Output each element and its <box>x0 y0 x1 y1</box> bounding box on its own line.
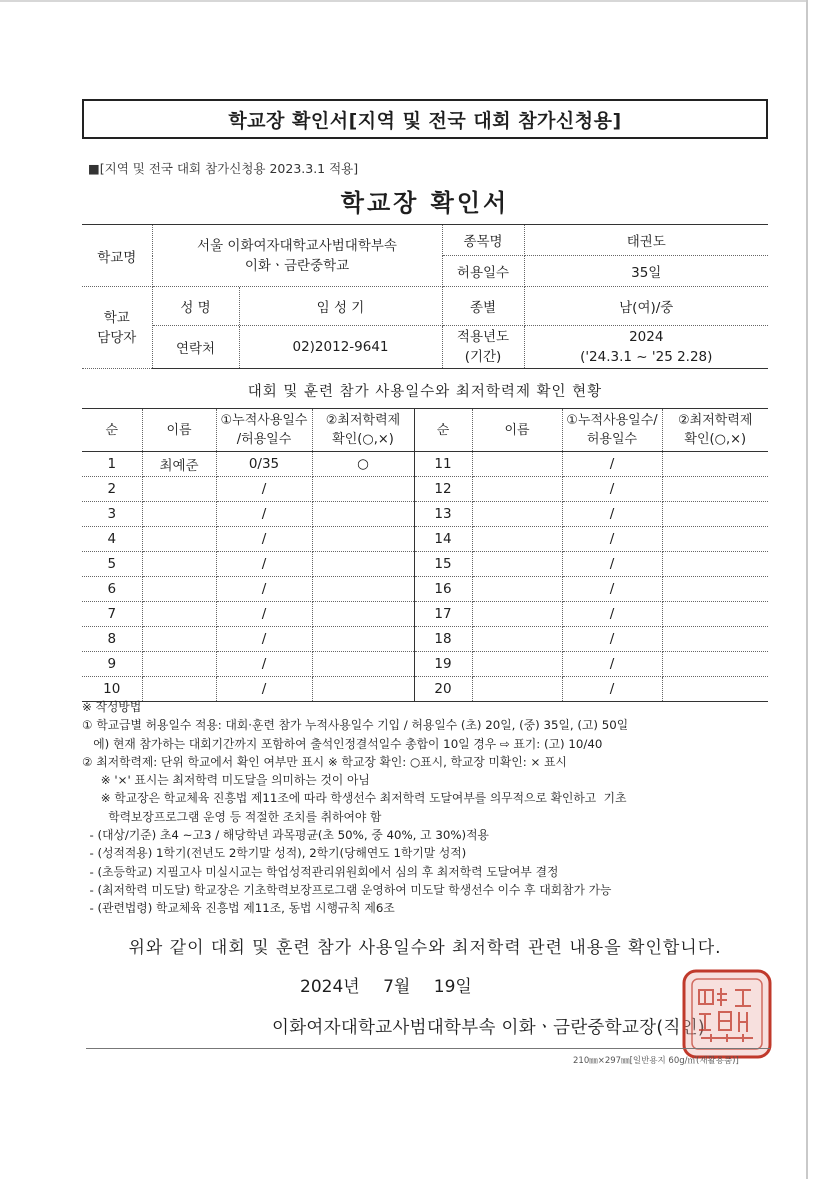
table-row <box>82 477 768 502</box>
manager-label-line2: 담당자 <box>97 329 137 346</box>
row-no: 8 <box>82 627 142 652</box>
year-value <box>524 326 768 369</box>
row-days: / <box>216 677 312 702</box>
notes-heading: ※ 작성방법 <box>82 700 142 714</box>
row-days: / <box>562 527 662 552</box>
row-days: / <box>216 627 312 652</box>
table-row <box>82 527 768 552</box>
row-name <box>472 602 562 627</box>
note-line: 학력보장프로그램 운영 등 적절한 조치를 취하여야 함 <box>82 809 382 824</box>
row-no: 14 <box>414 527 472 552</box>
row-check: ○ <box>312 452 414 477</box>
row-name <box>472 527 562 552</box>
row-name <box>472 452 562 477</box>
note-line: - (초등학교) 지필고사 미실시교는 학업성적관리위원회에서 심의 후 최저학력 도달여부 결정 <box>82 864 559 879</box>
event-value: 태권도 <box>524 225 768 256</box>
row-days: / <box>562 652 662 677</box>
table-row <box>82 602 768 627</box>
confirmation-date <box>300 972 490 997</box>
event-label: 종목명 <box>442 225 524 256</box>
row-no: 5 <box>82 552 142 577</box>
note-line: ① 학교급별 허용일수 적용: 대회·훈련 참가 누적사용일수 기입 / 허용일수 (초) 20일, (중) 35일, (고) 50일 <box>82 718 629 733</box>
paper-spec: 210㎜×297㎜[일반용지 60g/㎡(재활용품)] <box>573 1056 739 1066</box>
table-row <box>82 452 768 477</box>
row-no: 19 <box>414 652 472 677</box>
row-check <box>662 627 768 652</box>
col-days-line2: /허용일수 <box>236 432 292 447</box>
school-name-value <box>152 225 442 287</box>
row-check <box>312 602 414 627</box>
row-name <box>142 477 216 502</box>
col-min <box>312 409 414 452</box>
page-edge-right <box>806 0 808 1179</box>
allowed-days-value: 35일 <box>524 256 768 287</box>
row-name <box>142 652 216 677</box>
row-no: 16 <box>414 577 472 602</box>
row-check <box>662 502 768 527</box>
name-row <box>152 287 442 326</box>
row-name <box>142 602 216 627</box>
manager-label-line1: 학교 <box>103 309 130 326</box>
date-month: 7월 <box>383 977 411 997</box>
row-check <box>662 477 768 502</box>
row-days: / <box>216 577 312 602</box>
col-min-right-line1: ②최저학력제 <box>678 413 753 428</box>
name-label: 성 명 <box>153 287 240 325</box>
row-check <box>312 552 414 577</box>
row-name <box>142 502 216 527</box>
col-days-right-line2: 허용일수 <box>586 432 638 447</box>
col-min-line2: 확인(○,×) <box>332 432 394 447</box>
note-line: - (관련법령) 학교체육 진흥법 제11조, 동법 시행규칙 제6조 <box>82 901 395 916</box>
row-check <box>662 577 768 602</box>
row-name: 최예준 <box>142 452 216 477</box>
row-no: 12 <box>414 477 472 502</box>
contact-label: 연락처 <box>153 326 240 368</box>
school-info-table <box>82 224 768 369</box>
row-check <box>662 552 768 577</box>
form-reference: ■[지역 및 전국 대회 참가신청용 2023.3.1 적용] <box>88 161 359 176</box>
year-value-line1: 2024 <box>629 329 664 345</box>
name-value: 임 성 기 <box>316 300 365 316</box>
row-no: 4 <box>82 527 142 552</box>
year-label-line2: (기간) <box>464 349 502 365</box>
row-check <box>312 477 414 502</box>
row-check <box>312 652 414 677</box>
row-check <box>662 652 768 677</box>
col-name: 이름 <box>142 409 216 452</box>
note-line: 에) 현재 참가하는 대회기간까지 포함하여 출석인정결석일수 총합이 10일 경우 ⇨ 표기: (고) 10/40 <box>82 736 603 751</box>
writing-instructions <box>82 698 782 918</box>
row-check <box>312 527 414 552</box>
row-days: / <box>562 477 662 502</box>
col-min-right-line2: 확인(○,×) <box>684 432 747 447</box>
table-row <box>82 552 768 577</box>
note-line: ② 최저학력제: 단위 학교에서 확인 여부만 표시 ※ 학교장 확인: ○표시, 학교장 미확인: × 표시 <box>82 754 567 769</box>
row-days: / <box>562 677 662 702</box>
row-no: 2 <box>82 477 142 502</box>
col-days-line1: ①누적사용일수 <box>220 413 308 428</box>
official-seal-icon <box>681 968 773 1060</box>
school-name-label: 학교명 <box>82 225 152 287</box>
principal-signature: 이화여자대학교사범대학부속 이화ㆍ금란중학교장(직인) <box>272 1018 706 1038</box>
date-year: 2024년 <box>300 977 360 997</box>
row-check <box>312 627 414 652</box>
table-row <box>82 502 768 527</box>
col-min-right <box>662 409 768 452</box>
row-days: / <box>216 477 312 502</box>
row-name <box>142 527 216 552</box>
note-line: - (대상/기준) 초4 ~고3 / 해당학년 과목평균(초 50%, 중 40%, 고 30%)적용 <box>82 828 489 843</box>
category-value: 남(여)/중 <box>524 287 768 326</box>
confirmation-statement: 위와 같이 대회 및 훈련 참가 사용일수와 최저학력 관련 내용을 확인합니다. <box>128 938 722 958</box>
row-no: 9 <box>82 652 142 677</box>
contact-value: 02)2012-9641 <box>292 339 389 355</box>
col-name-right: 이름 <box>472 409 562 452</box>
row-no: 7 <box>82 602 142 627</box>
row-name <box>142 627 216 652</box>
row-no: 20 <box>414 677 472 702</box>
row-name <box>472 552 562 577</box>
year-label-line1: 적용년도 <box>456 329 510 345</box>
row-days: / <box>216 652 312 677</box>
note-line: ※ '×' 표시는 최저학력 미도달을 의미하는 것이 아님 <box>82 773 370 788</box>
row-days: / <box>562 577 662 602</box>
status-heading: 대회 및 훈련 참가 사용일수와 최저학력제 확인 현황 <box>247 384 603 400</box>
row-name <box>142 577 216 602</box>
row-check <box>662 602 768 627</box>
row-days: / <box>562 602 662 627</box>
row-days: 0/35 <box>216 452 312 477</box>
row-no: 3 <box>82 502 142 527</box>
bottom-divider <box>86 1048 770 1049</box>
table-row <box>82 652 768 677</box>
col-days <box>216 409 312 452</box>
year-value-line2: ('24.3.1 ~ '25 2.28) <box>580 349 713 365</box>
row-days: / <box>216 552 312 577</box>
table-row <box>82 627 768 652</box>
row-no: 10 <box>82 677 142 702</box>
row-days: / <box>216 502 312 527</box>
allowed-days-label: 허용일수 <box>442 256 524 287</box>
row-name <box>472 477 562 502</box>
school-name-line1: 서울 이화여자대학교사범대학부속 <box>197 237 397 254</box>
contact-row <box>152 326 442 369</box>
row-days: / <box>216 527 312 552</box>
row-name <box>472 627 562 652</box>
row-check <box>662 527 768 552</box>
row-no: 1 <box>82 452 142 477</box>
main-title: 학교장 확인서 <box>340 189 510 217</box>
row-check <box>312 577 414 602</box>
row-no: 17 <box>414 602 472 627</box>
row-days: / <box>216 602 312 627</box>
row-name <box>472 502 562 527</box>
year-label <box>442 326 524 369</box>
col-days-right <box>562 409 662 452</box>
row-no: 11 <box>414 452 472 477</box>
note-line: - (성적적용) 1학기(전년도 2학기말 성적), 2학기(당해연도 1학기말 성적) <box>82 846 467 861</box>
col-no: 순 <box>82 409 142 452</box>
col-days-right-line1: ①누적사용일수/ <box>566 413 658 428</box>
status-header-row <box>82 409 768 452</box>
manager-label <box>82 287 152 369</box>
row-check <box>312 502 414 527</box>
page-edge-top <box>0 0 808 2</box>
row-days: / <box>562 452 662 477</box>
row-name <box>142 552 216 577</box>
table-row <box>82 577 768 602</box>
row-days: / <box>562 502 662 527</box>
row-no: 15 <box>414 552 472 577</box>
status-table <box>82 408 768 702</box>
col-min-line1: ②최저학력제 <box>325 413 401 428</box>
row-name <box>472 652 562 677</box>
category-label: 종별 <box>442 287 524 326</box>
row-days: / <box>562 627 662 652</box>
banner-title: 학교장 확인서[지역 및 전국 대회 참가신청용] <box>82 99 768 139</box>
note-line: ※ 학교장은 학교체육 진흥법 제11조에 따라 학생선수 최저학력 도달여부를 의무적으로 확인하고 기초 <box>82 791 627 806</box>
row-no: 6 <box>82 577 142 602</box>
row-no: 13 <box>414 502 472 527</box>
school-name-line2: 이화ㆍ금란중학교 <box>244 257 350 274</box>
note-line: - (최저학력 미도달) 학교장은 기초학력보장프로그램 운영하여 미도달 학생선수 이수 후 대회참가 가능 <box>82 882 612 897</box>
row-days: / <box>562 552 662 577</box>
row-check <box>662 452 768 477</box>
col-no-right: 순 <box>414 409 472 452</box>
row-name <box>472 577 562 602</box>
row-no: 18 <box>414 627 472 652</box>
date-day: 19일 <box>433 977 472 997</box>
